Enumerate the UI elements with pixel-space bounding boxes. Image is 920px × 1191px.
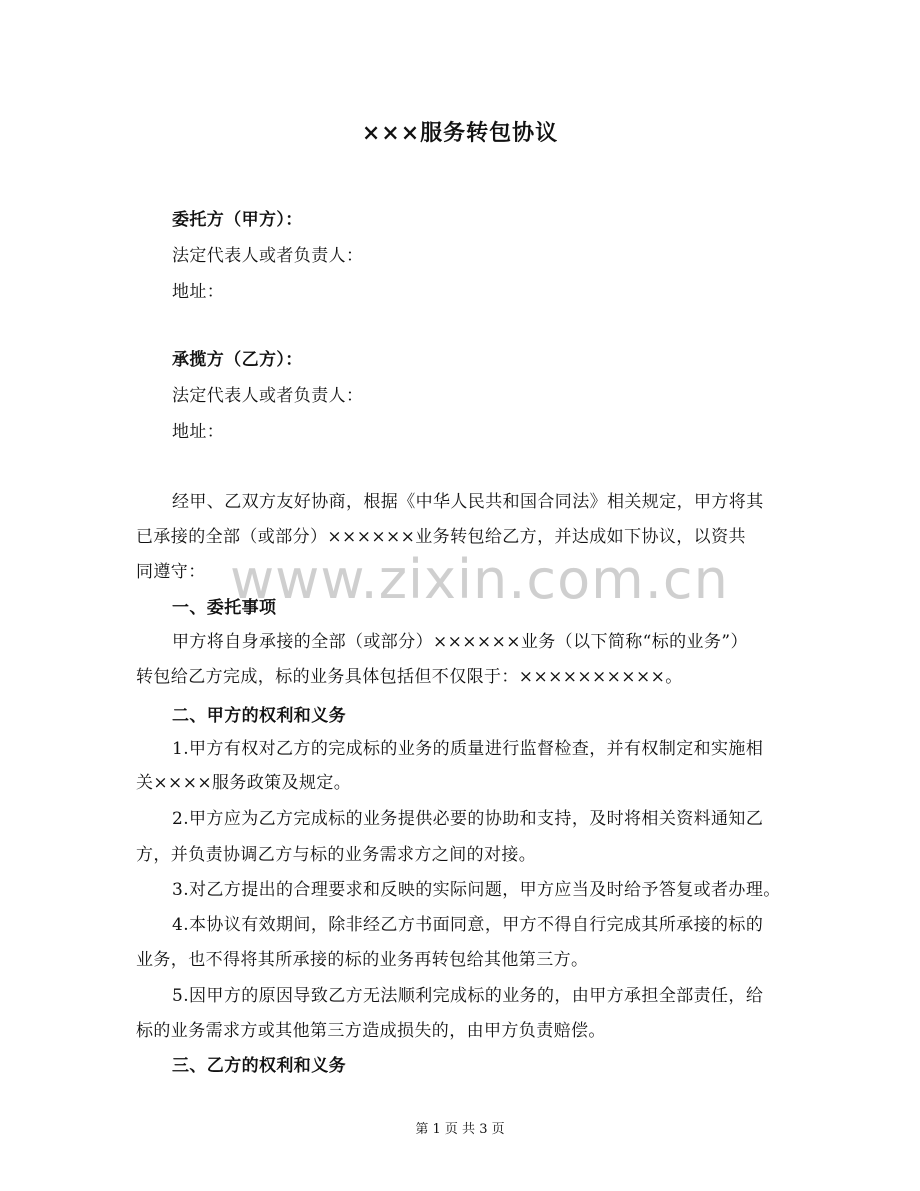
section-2-line: 4.本协议有效期间，除非经乙方书面同意，甲方不得自行完成其所承接的标的	[172, 915, 764, 935]
party-b-representative: 法定代表人或者负责人：	[172, 386, 364, 406]
watermark-text: www.zixin.com.cn	[230, 548, 729, 611]
intro-line: 经甲、乙双方友好协商，根据《中华人民共和国合同法》相关规定，甲方将其	[172, 492, 764, 512]
document-title: ×××服务转包协议	[361, 120, 559, 146]
section-2-line: 业务，也不得将其所承接的标的业务再转包给其他第三方。	[136, 950, 589, 970]
section-2-line: 2.甲方应为乙方完成标的业务提供必要的协助和支持，及时将相关资料通知乙	[172, 809, 764, 829]
party-a-address: 地址：	[172, 282, 225, 302]
section-1-heading: 一、委托事项	[172, 598, 277, 618]
party-a-heading: 委托方（甲方）：	[172, 210, 303, 230]
section-2-heading: 二、甲方的权利和义务	[172, 706, 346, 726]
section-1-line: 转包给乙方完成，标的业务具体包括但不仅限于：××××××××××。	[136, 667, 683, 687]
intro-line: 同遵守：	[136, 562, 206, 582]
party-a-representative: 法定代表人或者负责人：	[172, 246, 364, 266]
section-2-line: 3.对乙方提出的合理要求和反映的实际问题，甲方应当及时给予答复或者办理。	[172, 880, 781, 900]
party-b-heading: 承揽方（乙方）：	[172, 350, 303, 370]
section-2-line: 关××××服务政策及规定。	[136, 773, 352, 793]
party-b-address: 地址：	[172, 422, 225, 442]
section-3-heading: 三、乙方的权利和义务	[172, 1056, 346, 1076]
section-1-line: 甲方将自身承接的全部（或部分）××××××业务（以下简称“标的业务”）	[172, 632, 748, 652]
section-2-line: 1.甲方有权对乙方的完成标的业务的质量进行监督检查，并有权制定和实施相	[172, 739, 764, 759]
section-2-line: 标的业务需求方或其他第三方造成损失的，由甲方负责赔偿。	[136, 1021, 606, 1041]
section-2-line: 方，并负责协调乙方与标的业务需求方之间的对接。	[136, 845, 537, 865]
page-footer: 第 1 页 共 3 页	[415, 1122, 505, 1137]
intro-line: 已承接的全部（或部分）××××××业务转包给乙方，并达成如下协议，以资共	[136, 527, 746, 547]
section-2-line: 5.因甲方的原因导致乙方无法顺利完成标的业务的，由甲方承担全部责任，给	[172, 986, 764, 1006]
